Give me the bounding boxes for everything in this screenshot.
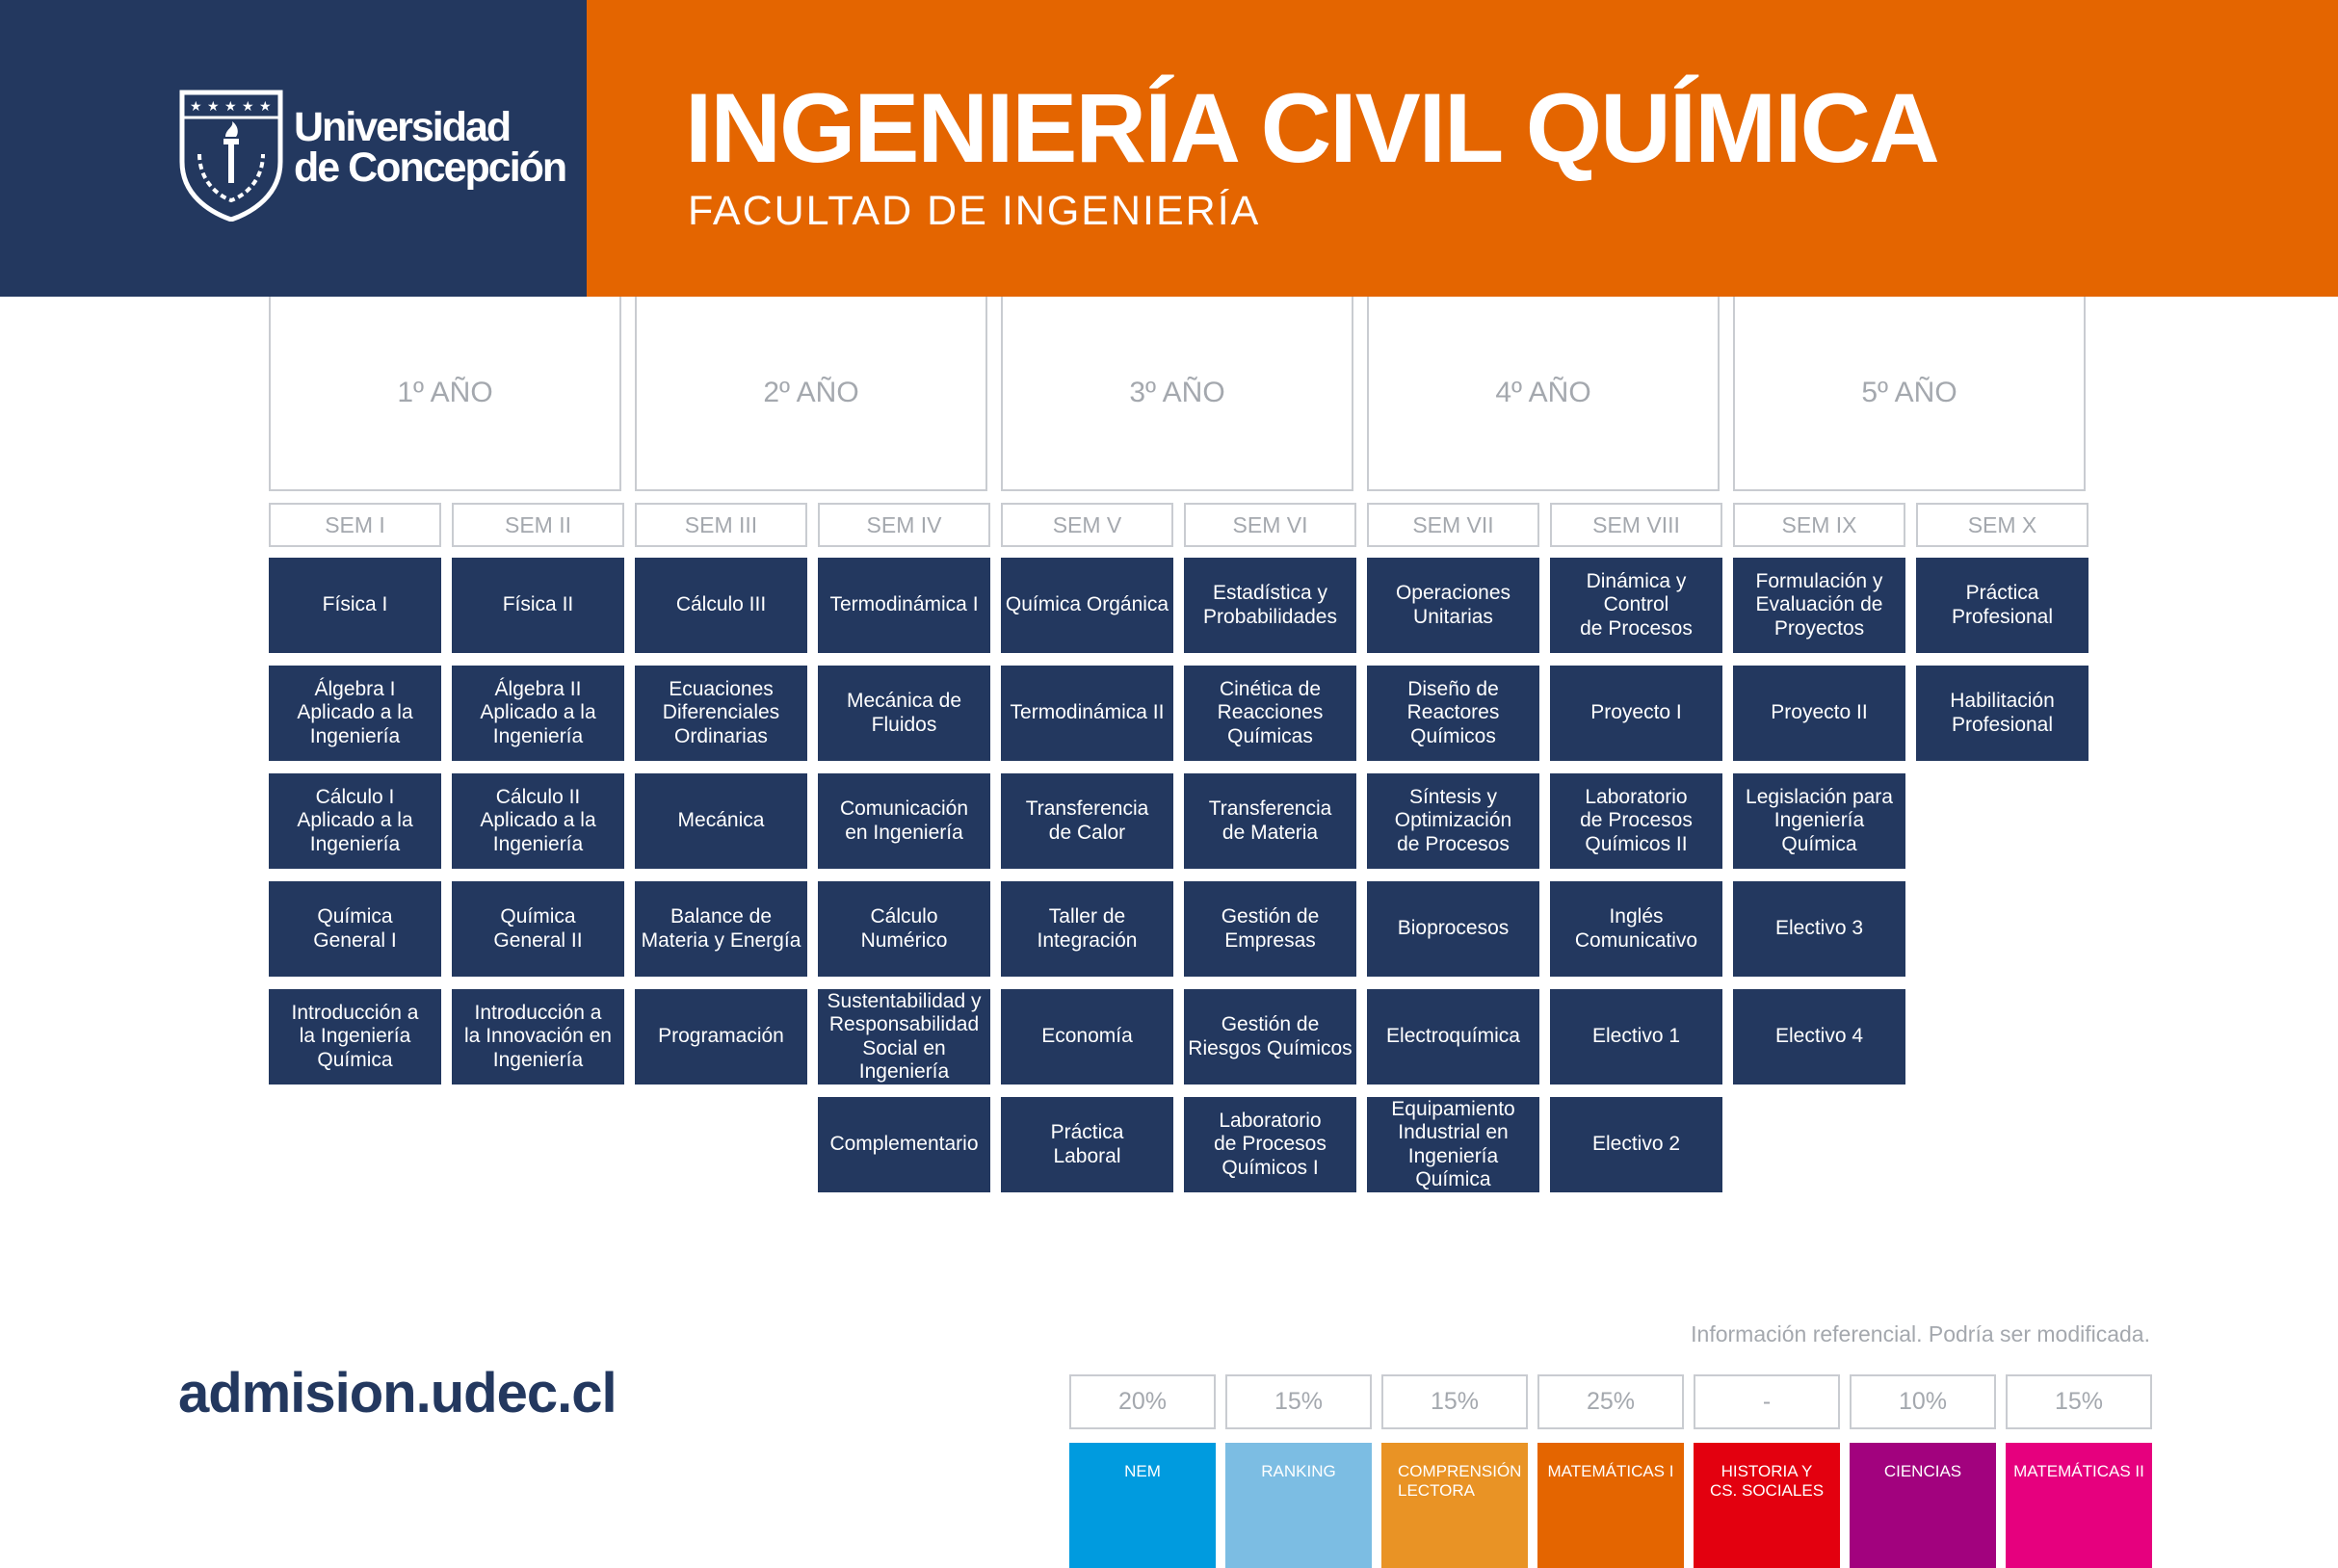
course-card: Álgebra II Aplicado a la Ingeniería xyxy=(452,666,624,761)
year-header: 1º AÑO xyxy=(269,297,621,491)
course-card: Laboratorio de Procesos Químicos I xyxy=(1184,1097,1356,1192)
semester-header: SEM VIII xyxy=(1550,503,1722,547)
weight-category: HISTORIA Y CS. SOCIALES xyxy=(1694,1443,1840,1568)
course-card: Introducción a la Innovación en Ingeniería xyxy=(452,989,624,1085)
course-card: Química Orgánica xyxy=(1001,558,1173,653)
svg-text:★: ★ xyxy=(242,99,254,115)
course-card: Electivo 3 xyxy=(1733,881,1905,977)
course-card: Cálculo Numérico xyxy=(818,881,990,977)
weight-percent: 10% xyxy=(1850,1374,1996,1429)
course-card: Síntesis y Optimización de Procesos xyxy=(1367,773,1539,869)
semester-header: SEM II xyxy=(452,503,624,547)
course-card: Bioprocesos xyxy=(1367,881,1539,977)
course-card: Taller de Integración xyxy=(1001,881,1173,977)
course-card: Inglés Comunicativo xyxy=(1550,881,1722,977)
course-card: Proyecto II xyxy=(1733,666,1905,761)
course-card: Álgebra I Aplicado a la Ingeniería xyxy=(269,666,441,761)
course-card: Balance de Materia y Energía xyxy=(635,881,807,977)
year-header: 2º AÑO xyxy=(635,297,987,491)
weight-category: MATEMÁTICAS II xyxy=(2006,1443,2152,1568)
course-card: Termodinámica II xyxy=(1001,666,1173,761)
semester-header: SEM VI xyxy=(1184,503,1356,547)
course-card: Habilitación Profesional xyxy=(1916,666,2088,761)
weight-category: NEM xyxy=(1069,1443,1216,1568)
course-card: Gestión de Riesgos Químicos xyxy=(1184,989,1356,1085)
shield-crest-icon xyxy=(178,87,284,222)
course-card: Física II xyxy=(452,558,624,653)
weight-percent: 20% xyxy=(1069,1374,1216,1429)
course-card: Electivo 4 xyxy=(1733,989,1905,1085)
svg-text:★: ★ xyxy=(207,99,220,115)
course-card: Equipamiento Industrial en Ingeniería Química xyxy=(1367,1097,1539,1192)
course-card: Economía xyxy=(1001,989,1173,1085)
page-title: INGENIERÍA CIVIL QUÍMICA xyxy=(685,73,1938,183)
course-card: Ecuaciones Diferenciales Ordinarias xyxy=(635,666,807,761)
semester-header: SEM IX xyxy=(1733,503,1905,547)
course-card: Comunicación en Ingeniería xyxy=(818,773,990,869)
weight-category: COMPRENSIÓN LECTORA xyxy=(1381,1443,1528,1568)
course-card: Gestión de Empresas xyxy=(1184,881,1356,977)
course-card: Legislación para Ingeniería Química xyxy=(1733,773,1905,869)
weight-category: MATEMÁTICAS I xyxy=(1537,1443,1684,1568)
semester-header: SEM X xyxy=(1916,503,2088,547)
semester-header: SEM VII xyxy=(1367,503,1539,547)
weight-percent: 15% xyxy=(2006,1374,2152,1429)
university-name-line1: Universidad xyxy=(294,104,511,150)
weight-percent: - xyxy=(1694,1374,1840,1429)
course-card: Complementario xyxy=(818,1097,990,1192)
course-card: Sustentabilidad y Responsabilidad Social en Ingeniería xyxy=(818,989,990,1085)
weight-percent: 25% xyxy=(1537,1374,1684,1429)
course-card: Diseño de Reactores Químicos xyxy=(1367,666,1539,761)
course-card: Química General I xyxy=(269,881,441,977)
course-card: Estadística y Probabilidades xyxy=(1184,558,1356,653)
weight-category: RANKING xyxy=(1225,1443,1372,1568)
page-subtitle: FACULTAD DE INGENIERÍA xyxy=(688,188,1261,234)
disclaimer-note: Información referencial. Podría ser modificada. xyxy=(1691,1321,2150,1346)
course-card: Operaciones Unitarias xyxy=(1367,558,1539,653)
semester-header: SEM V xyxy=(1001,503,1173,547)
course-card: Química General II xyxy=(452,881,624,977)
course-card: Mecánica de Fluidos xyxy=(818,666,990,761)
course-card: Proyecto I xyxy=(1550,666,1722,761)
year-header: 3º AÑO xyxy=(1001,297,1353,491)
weight-percent: 15% xyxy=(1225,1374,1372,1429)
course-card: Electroquímica xyxy=(1367,989,1539,1085)
semester-header: SEM III xyxy=(635,503,807,547)
course-card: Programación xyxy=(635,989,807,1085)
course-card: Cálculo I Aplicado a la Ingeniería xyxy=(269,773,441,869)
course-card: Mecánica xyxy=(635,773,807,869)
course-card: Práctica Profesional xyxy=(1916,558,2088,653)
course-card: Introducción a la Ingeniería Química xyxy=(269,989,441,1085)
svg-text:★: ★ xyxy=(259,99,272,115)
year-header: 5º AÑO xyxy=(1733,297,2086,491)
course-card: Cinética de Reacciones Químicas xyxy=(1184,666,1356,761)
weight-percent: 15% xyxy=(1381,1374,1528,1429)
svg-text:★: ★ xyxy=(224,99,237,115)
course-card: Cálculo III xyxy=(635,558,807,653)
course-card: Cálculo II Aplicado a la Ingeniería xyxy=(452,773,624,869)
semester-header: SEM IV xyxy=(818,503,990,547)
course-card: Transferencia de Materia xyxy=(1184,773,1356,869)
university-logo xyxy=(178,87,566,231)
course-card: Física I xyxy=(269,558,441,653)
course-card: Termodinámica I xyxy=(818,558,990,653)
university-name-line2: de Concepción xyxy=(294,144,566,191)
admission-url[interactable]: admision.udec.cl xyxy=(178,1362,617,1424)
year-header: 4º AÑO xyxy=(1367,297,1720,491)
course-card: Formulación y Evaluación de Proyectos xyxy=(1733,558,1905,653)
svg-text:★: ★ xyxy=(190,99,202,115)
semester-header: SEM I xyxy=(269,503,441,547)
weight-category: CIENCIAS xyxy=(1850,1443,1996,1568)
course-card: Electivo 1 xyxy=(1550,989,1722,1085)
course-card: Laboratorio de Procesos Químicos II xyxy=(1550,773,1722,869)
course-card: Transferencia de Calor xyxy=(1001,773,1173,869)
course-card: Práctica Laboral xyxy=(1001,1097,1173,1192)
course-card: Electivo 2 xyxy=(1550,1097,1722,1192)
course-card: Dinámica y Control de Procesos xyxy=(1550,558,1722,653)
